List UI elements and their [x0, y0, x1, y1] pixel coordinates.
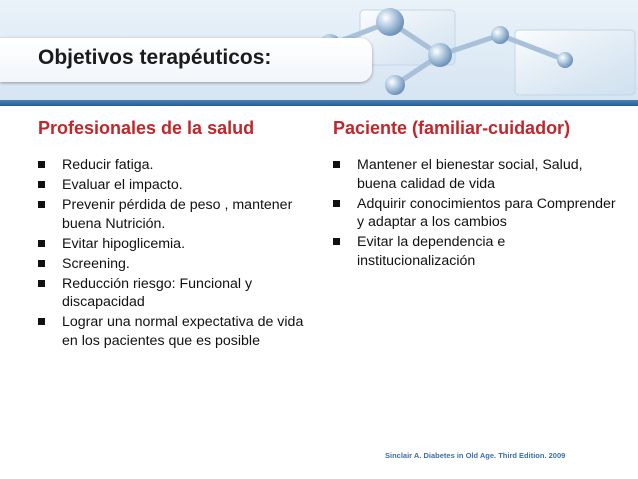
left-column-heading: Profesionales de la salud	[38, 118, 255, 138]
square-bullet-icon	[38, 240, 45, 247]
list-item	[333, 195, 623, 232]
list-item	[333, 156, 623, 193]
square-bullet-icon	[333, 238, 340, 245]
list-item	[38, 156, 308, 175]
list-item-text: Screening.	[62, 255, 130, 272]
list-item-text: Evitar hipoglicemia.	[62, 235, 186, 252]
list-item	[38, 196, 308, 233]
list-item	[333, 233, 623, 270]
slide-header	[0, 0, 638, 100]
slide-title: Objetivos terapéuticos:	[38, 46, 272, 69]
square-bullet-icon	[38, 318, 45, 325]
list-item-text: Lograr una normal expectativa de vida en los pacientes que es posible	[62, 314, 304, 349]
list-item-text: Reducir fatiga.	[62, 157, 154, 173]
slide-content	[0, 106, 638, 479]
list-item-text: Reducción riesgo: Funcional y discapacidad	[62, 275, 253, 310]
right-column-heading: Paciente (familiar-cuidador)	[333, 118, 571, 138]
list-item-text: Mantener el bienestar social, Salud, buena calidad de vida	[357, 157, 583, 192]
square-bullet-icon	[38, 161, 45, 168]
square-bullet-icon	[38, 181, 45, 188]
list-item-text: Prevenir pérdida de peso , mantener buena Nutrición.	[62, 197, 293, 232]
left-column-list	[38, 156, 308, 352]
square-bullet-icon	[333, 200, 340, 207]
square-bullet-icon	[333, 161, 340, 168]
list-item	[38, 313, 308, 350]
right-column-list	[333, 156, 623, 272]
list-item	[38, 255, 308, 274]
list-item-text: Adquirir conocimientos para Comprender y adaptar a los cambios	[357, 195, 616, 230]
square-bullet-icon	[38, 280, 45, 287]
list-item	[38, 176, 308, 195]
list-item	[38, 235, 308, 254]
list-item-text: Evaluar el impacto.	[62, 177, 183, 193]
square-bullet-icon	[38, 201, 45, 208]
square-bullet-icon	[38, 260, 45, 267]
list-item	[38, 275, 308, 312]
list-item-text: Evitar la dependencia e institucionalización	[357, 234, 506, 269]
citation: Sinclair A. Diabetes in Old Age. Third Edition. 2009	[385, 451, 566, 460]
